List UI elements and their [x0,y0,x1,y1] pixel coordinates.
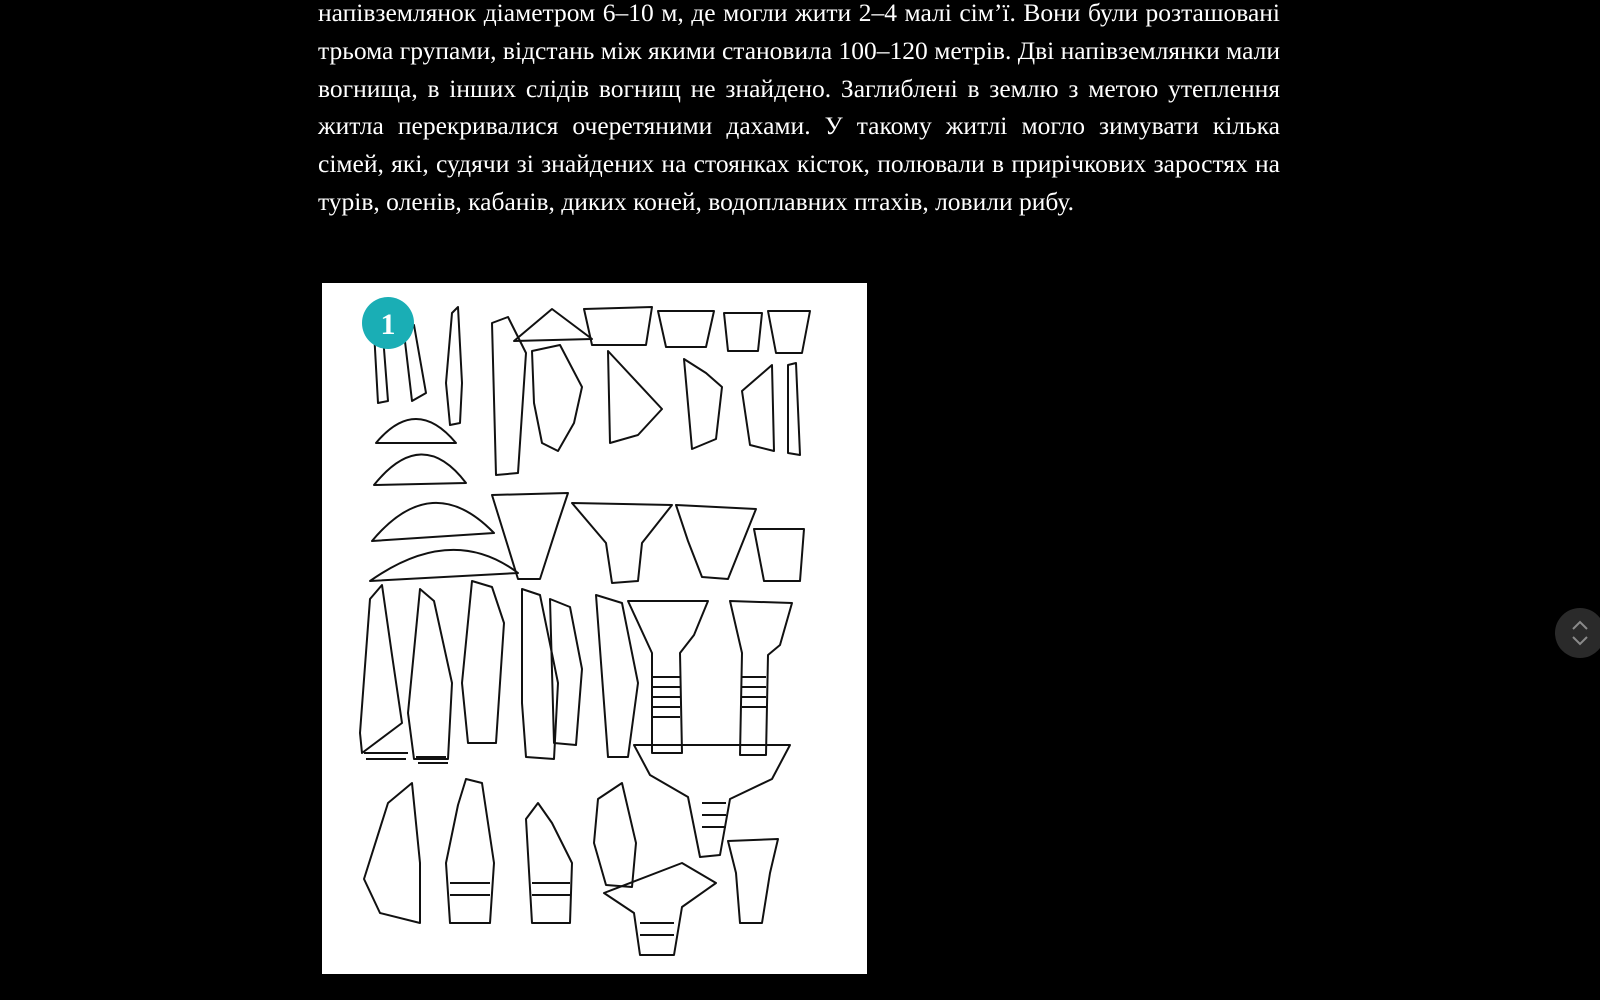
scroll-navigation-button[interactable] [1555,608,1600,658]
stone-tools-drawing [322,283,867,974]
stone-tools-figure [322,283,867,974]
figure-number-badge [362,297,414,349]
article-paragraph: напівземлянок діаметром 6–10 м, де могли жити 2–4 малі сім’ї. Вони були розташовані трьома групами, відстань між якими становила 100–120 метрів. Дві напівземлянки мали вогнища, в інших слідів вогнищ не знайдено. Заглиблені в землю з метою утеплення житла перекривалися очеретяними дахами. У такому житлі могло зимувати кілька сімей, які, судячи зі знайдених на стоянках кісток, полювали в прирічкових заростях на турів, оленів, кабанів, диких коней, водоплавних птахів, ловили рибу. [318,0,1280,216]
chevron-down-icon[interactable] [1573,637,1587,644]
figure-number-label: 1 [380,308,396,341]
chevron-up-icon[interactable] [1573,622,1587,629]
